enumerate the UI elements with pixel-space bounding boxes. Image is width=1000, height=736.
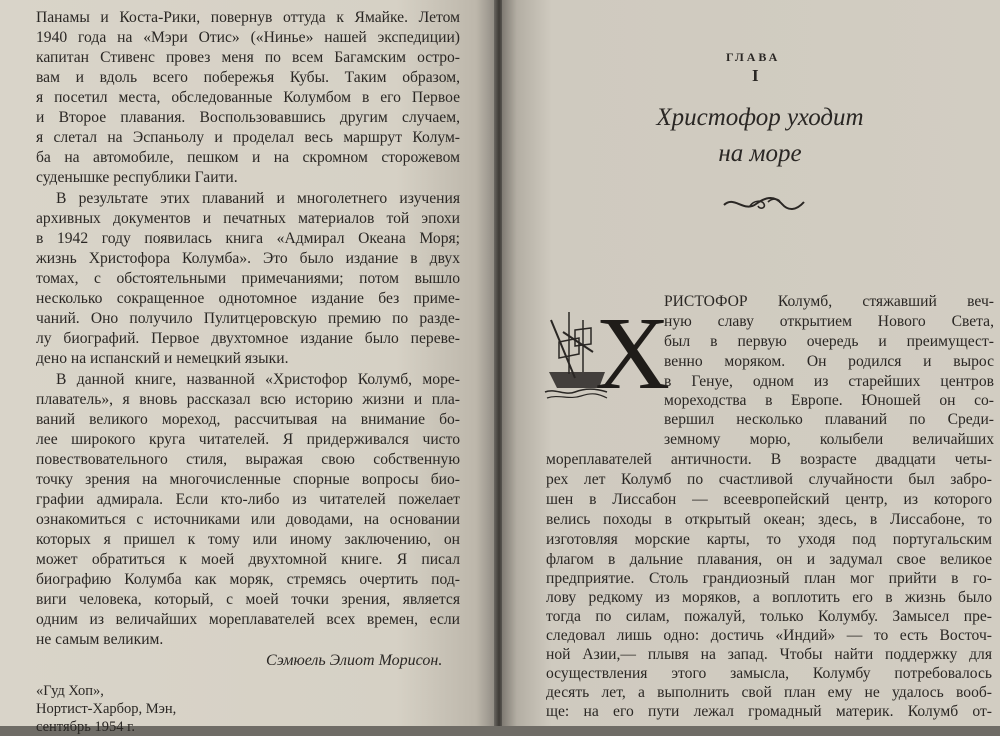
text-line: одним из величайших мореплавателей всех времен, если	[36, 611, 460, 628]
text-line: В данной книге, названной «Христофор Колумб, море-	[56, 371, 460, 388]
text-line: венно моряком. Он родился и вырос	[664, 353, 994, 370]
text-line: плаватель», я вновь рассказал всю историю жизни и пла-	[36, 391, 460, 408]
text-line: следовал лишь одно: достичь «Индий» — то есть Восточ-	[546, 627, 992, 644]
place-line: Нортист-Харбор, Мэн,	[36, 701, 177, 717]
text-line: биографию Колумба как моряк, стремясь очертить под-	[36, 571, 460, 588]
text-line: архивных документов и печатных материалов той эпохи	[36, 210, 460, 227]
text-line: мореплавателей античности. В возрасте двадцати четы-	[546, 451, 992, 468]
text-line: вам и вдоль всего побережья Кубы. Таким образом,	[36, 69, 460, 86]
text-line: виги человека, который, с моей точки зрения, является	[36, 591, 460, 608]
text-line: я слетал на Эспаньолу и проделал весь маршрут Колум-	[36, 129, 460, 146]
text-line: капитан Стивенс провез меня по всем Багамским остро-	[36, 49, 460, 66]
text-line: десять лет, а выполнить свой план ему не удалось вооб-	[546, 684, 992, 701]
text-line: в Генуе, одном из старейших центров	[664, 373, 994, 390]
text-line: ще: на его пути лежал громадный материк. Колумб от-	[546, 703, 992, 720]
initial-letter: Х	[595, 296, 671, 411]
text-line: был в первую очередь и преимущест-	[664, 333, 994, 350]
text-line: лу биографий. Первое двухтомное издание было переве-	[36, 330, 460, 347]
text-line: может обратиться к моей двухтомной книге. Я писал	[36, 551, 460, 568]
ship-illustration-icon	[545, 292, 671, 411]
text-line: РИСТОФОР Колумб, стяжавший веч-	[664, 293, 994, 310]
text-line: я посетил места, обследованные Колумбом в его Первое	[36, 89, 460, 106]
text-line: изготовляя морские карты, то уходя под португальским	[546, 531, 992, 548]
left-page	[0, 0, 496, 735]
text-line: суденышке республики Гаити.	[36, 169, 238, 186]
flourish-ornament-icon	[720, 192, 808, 216]
text-line: дено на испанский и немецкий языки.	[36, 350, 289, 367]
text-line: чаний. Оно получило Пулитцеровскую премию по разде-	[36, 310, 460, 327]
text-line: мореходства в Европе. Юношей он со-	[664, 392, 994, 409]
text-line: Панамы и Коста-Рики, повернув оттуда к Ямайке. Летом	[36, 9, 460, 26]
place-line: «Гуд Хоп»,	[36, 683, 104, 699]
text-line: графии адмирала. Если кто-либо из читателей пожелает	[36, 491, 460, 508]
chapter-label: ГЛАВА	[726, 50, 781, 64]
author-signature: Сэмюель Элиот Морисон.	[266, 652, 443, 669]
text-line: ной Азии,— плывя на запад. Чтобы найти поддержку для	[546, 646, 992, 663]
text-line: которых я пришел к тому или иному заключению, он	[36, 531, 460, 548]
text-line: в 1942 году появилась книга «Адмирал Океана Моря;	[36, 230, 460, 247]
text-line: В результате этих плаваний и многолетнего изучения	[56, 190, 460, 207]
chapter-title-line: на море	[718, 140, 802, 167]
chapter-title-line: Христофор уходит	[656, 104, 864, 131]
text-line: несколько сокращенное однотомное издание без приме-	[36, 290, 460, 307]
text-line: ную славу открытием Нового Света,	[664, 313, 994, 330]
text-line: ба на автомобиле, пешком и на скромном сторожевом	[36, 149, 460, 166]
text-line: жизнь Христофора Колумба». Это было издание в двух	[36, 250, 460, 267]
text-line: земному морю, колыбели величайших	[664, 431, 994, 448]
text-line: рех лет Колумб по счастливой случайности был забро-	[546, 471, 992, 488]
text-line: вершил несколько плаваний по Среди-	[664, 411, 994, 428]
drop-cap	[545, 292, 671, 411]
text-line: тогда по силам, пожалуй, только Колумбу. Замысел пре-	[546, 608, 992, 625]
text-line: лову редкому из моряков, а воплотить его в жизнь было	[546, 589, 992, 606]
text-line: флагом в дальние плавания, он и задумал свое великое	[546, 551, 992, 568]
text-line: томах, с обстоятельными примечаниями; потом вышло	[36, 270, 460, 287]
text-line: повествовательного стиля, выражая свою собственную	[36, 451, 460, 468]
text-line: ознакомиться с источниками или доводами, на основании	[36, 511, 460, 528]
text-line: шен в Лиссабон — всеевропейский центр, из которого	[546, 491, 992, 508]
text-line: точку зрения на многочисленные спорные вопросы био-	[36, 471, 460, 488]
place-line: сентябрь 1954 г.	[36, 719, 136, 735]
text-line: не самым великим.	[36, 631, 164, 648]
text-line: велись походы в открытый океан; здесь, в Лиссабоне, то	[546, 511, 992, 528]
text-line: лее широкого круга читателей. Я придерживался чисто	[36, 431, 460, 448]
text-line: осуществления этого замысла, Колумбу потребовалось	[546, 665, 992, 682]
text-line: 1940 года на «Мэри Отис» («Нинье» нашей экспедиции)	[36, 29, 460, 46]
chapter-number: I	[752, 66, 759, 85]
text-line: предприятие. Столь грандиозный план мог прийти в го-	[546, 570, 992, 587]
text-line: и Второе плавания. Воспользовавшись другим случаем,	[36, 109, 460, 126]
text-line: ваний великого мореход, рассчитывая на внимание бо-	[36, 411, 460, 428]
